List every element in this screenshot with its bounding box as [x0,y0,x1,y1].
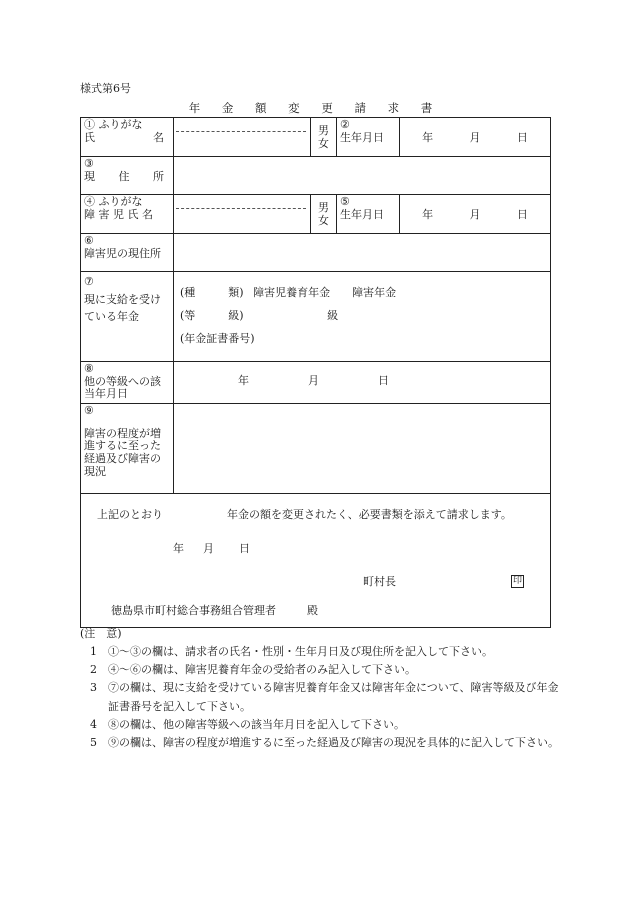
progression-label-line-1: 障害の程度が増 [84,426,161,440]
other-grade-date-row [81,362,551,404]
declaration-day-label: 日 [239,542,250,555]
pension-grade-suffix: 級 [327,309,339,322]
note-item [80,643,560,661]
child-address-row [81,234,551,272]
seal-mark [511,573,524,588]
other-grade-date-label-cell [81,362,174,404]
seal-icon: 印 [512,576,522,586]
note-item [80,661,560,679]
honorific-label: 殿 [307,604,318,617]
pension-grade-label: (等 級) [180,309,244,322]
child-sex-female-label: 女 [318,214,329,227]
dob-label: 生年月日 [340,130,384,144]
note-number: 3 [90,681,97,695]
claimant-name-field[interactable] [174,118,311,157]
address-label-part-2: 住 [118,169,130,183]
statement-left: 上記のとおり [97,508,163,521]
name-label-left: 氏 [84,130,95,144]
child-dob-label: 生年月日 [340,207,384,221]
child-address-label-number: ⑥ [84,234,94,247]
statement-right: 年金の額を変更されたく、必要書類を添えて請求します。 [227,508,512,521]
form-title: 年 金 額 変 更 請 求 書 [188,101,442,115]
declaration-month-label: 月 [203,542,214,555]
progression-field[interactable] [174,404,551,494]
pension-type-label: (種 類) [180,286,244,299]
current-pension-label-number: ⑦ [84,275,94,288]
note-number: 4 [90,717,97,731]
year-label: 年 [422,131,434,144]
furigana-divider [176,131,306,132]
child-furigana-label: ④ ふりがな [84,195,143,208]
progression-label-line-4: 現況 [84,464,106,478]
note-item [80,679,560,715]
current-pension-label-cell [81,272,174,362]
other-grade-label-number: ⑧ [84,362,94,375]
name-label-right: 名 [153,130,164,144]
child-address-label: 障害児の現住所 [84,246,161,260]
address-label-part-1: 現 [84,169,95,183]
progression-label-line-3: 経過及び障害の [84,451,161,465]
declaration-cell [81,494,551,628]
sex-male-label: 男 [318,123,329,137]
furigana-label: ① ふりがな [84,118,143,131]
declaration-year-label: 年 [173,542,184,555]
claimant-name-label-cell [81,118,174,157]
claimant-name-row [81,118,551,157]
request-form-table [80,117,551,628]
claimant-dob-label-cell [337,118,400,157]
note-item [80,716,560,734]
child-address-label-cell [81,234,174,272]
note-number: 5 [90,735,97,749]
child-month-label: 月 [469,208,481,221]
current-pension-field[interactable] [174,272,551,362]
claimant-address-label-cell [81,157,174,195]
notes-section [80,625,560,752]
note-text: ⑧の欄は、他の障害等級への該当年月日を記入して下さい。 [108,717,405,731]
child-name-row [81,195,551,234]
dob-label-number: ② [340,118,350,131]
child-furigana-divider [176,208,306,209]
progression-row [81,404,551,494]
sex-female-label: 女 [318,137,329,150]
declaration-row [81,494,551,628]
month-label: 月 [469,131,481,144]
child-dob-label-cell [337,195,400,234]
pension-grade-line [180,307,338,323]
progression-label-line-2: 進するに至った [84,439,161,453]
claimant-address-field[interactable] [174,157,551,195]
child-year-label: 年 [422,208,434,221]
pension-type-line [180,284,396,300]
pension-type-values: 障害児養育年金 障害年金 [253,286,397,299]
child-sex-cell[interactable] [311,195,337,234]
pension-certificate-line [180,330,255,346]
claimant-sex-cell[interactable] [311,118,337,157]
note-text: ⑦の欄は、現に支給を受けている障害児養育年金又は障害年金について、障害等級及び年金証書番号を記入して下さい。 [108,681,559,713]
child-sex-male-label: 男 [318,200,329,214]
child-address-field[interactable] [174,234,551,272]
child-name-field[interactable] [174,195,311,234]
note-number: 2 [90,663,97,677]
child-name-label-cell [81,195,174,234]
other-grade-date-field[interactable] [174,362,551,404]
addressee-label: 徳島県市町村総合事務組合管理者 [111,604,276,617]
mayor-label: 町村長 [363,575,396,588]
note-number: 1 [90,645,97,659]
current-pension-row [81,272,551,362]
other-grade-month-label: 月 [308,374,319,387]
note-text: ①～③の欄は、請求者の氏名・性別・生年月日及び現住所を記入して下さい。 [108,645,493,659]
child-name-label: 障 害 児 氏 名 [84,207,153,221]
other-grade-day-label: 日 [378,374,389,387]
notes-heading: (注 意) [80,627,122,640]
other-grade-label-line-1: 他の等級への該 [84,374,161,388]
other-grade-year-label: 年 [238,374,249,387]
note-text: ⑨の欄は、障害の程度が増進するに至った経過及び障害の現況を具体的に記入して下さい。 [108,735,559,749]
claimant-address-row [81,157,551,195]
note-text: ④～⑥の欄は、障害児養育年金の受給者のみ記入して下さい。 [108,663,416,677]
pension-certificate-label: (年金証書番号) [180,332,255,345]
other-grade-label-line-2: 当年月日 [84,387,128,401]
address-label-part-3: 所 [153,169,164,183]
current-pension-label-line-2: ている年金 [84,310,139,324]
progression-label-number: ⑨ [84,404,94,417]
child-dob-label-number: ⑤ [340,195,350,208]
current-pension-label-line-1: 現に支給を受け [84,292,161,306]
address-label-number: ③ [84,157,94,170]
child-day-label: 日 [516,208,528,221]
progression-label-cell [81,404,174,494]
form-number: 様式第6号 [80,82,131,95]
child-dob-field[interactable] [400,195,551,234]
note-item [80,734,560,752]
day-label: 日 [516,131,528,144]
claimant-dob-field[interactable] [400,118,551,157]
